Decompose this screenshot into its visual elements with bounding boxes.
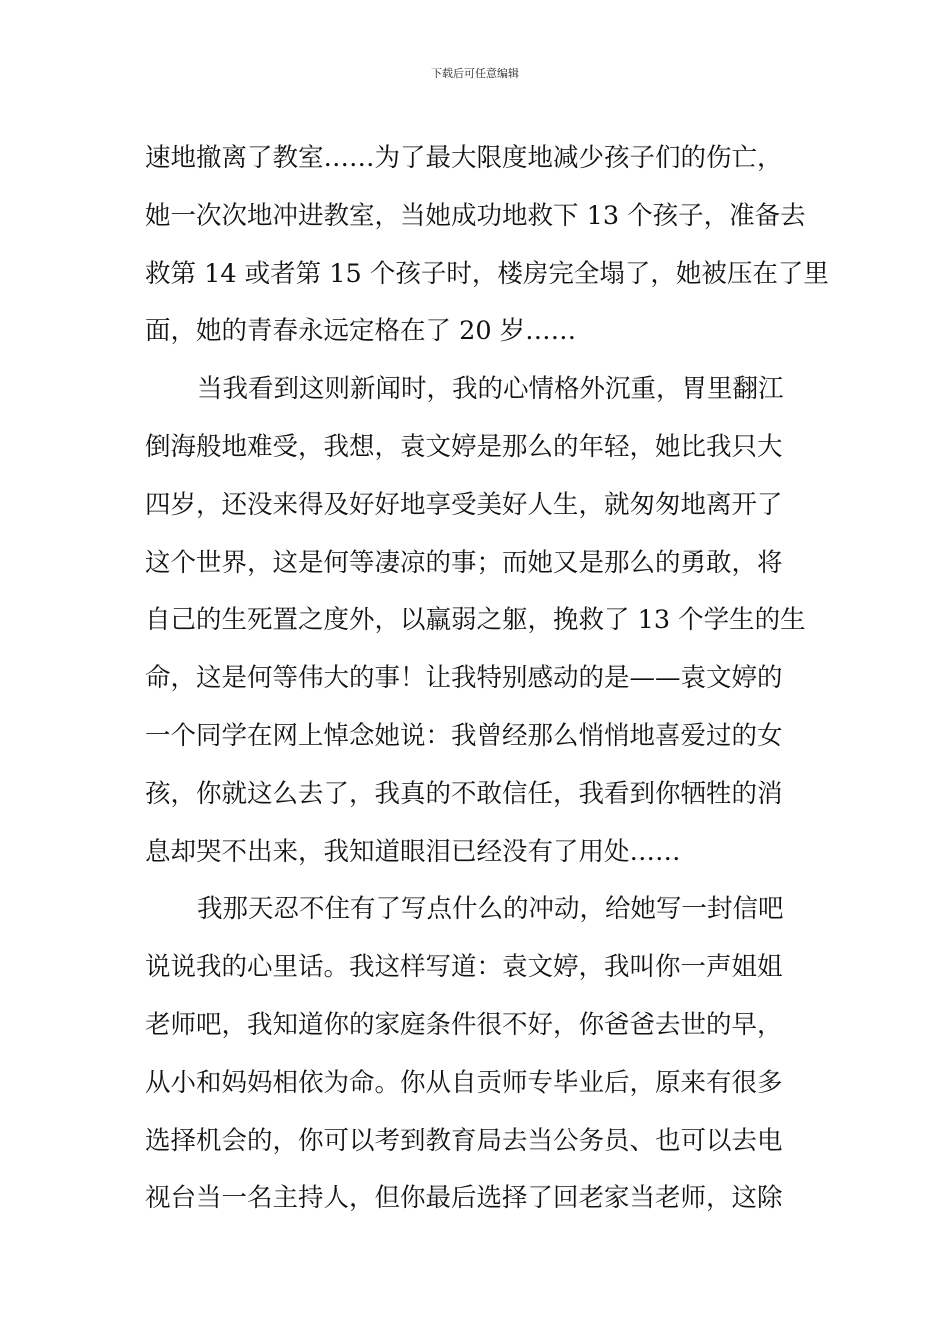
text-line: 孩，你就这么去了，我真的不敢信任，我看到你牺牲的消 <box>145 778 783 809</box>
text-line: 说说我的心里话。我这样写道：袁文婷，我叫你一声姐姐 <box>145 952 783 983</box>
text-line: 倒海般地难受，我想，袁文婷是那么的年轻，她比我只大 <box>145 431 783 462</box>
text-line: 当我看到这则新闻时，我的心情格外沉重，胃里翻江 <box>197 374 784 405</box>
text-line: 选择机会的，你可以考到教育局去当公务员、也可以去电 <box>145 1125 783 1156</box>
text-line: 面，她的青春永远定格在了 20 岁…… <box>145 316 577 347</box>
body-text <box>145 130 829 1228</box>
text-line: 从小和妈妈相依为命。你从自贡师专毕业后，原来有很多 <box>145 1067 783 1098</box>
text-line: 这个世界，这是何等凄凉的事；而她又是那么的勇敢，将 <box>145 547 783 578</box>
text-line: 命，这是何等伟大的事！让我特别感动的是——袁文婷的 <box>145 663 783 694</box>
text-line: 息却哭不出来，我知道眼泪已经没有了用处…… <box>145 836 681 867</box>
text-line: 救第 14 或者第 15 个孩子时，楼房完全塌了，她被压在了里 <box>145 258 829 289</box>
text-line: 她一次次地冲进教室，当她成功地救下 13 个孩子，准备去 <box>145 200 806 231</box>
text-line: 四岁，还没来得及好好地享受美好人生，就匆匆地离开了 <box>145 489 783 520</box>
text-line: 我那天忍不住有了写点什么的冲动，给她写一封信吧 <box>197 894 784 925</box>
page-header: 下载后可任意编辑 <box>431 67 519 80</box>
text-line: 速地撤离了教室……为了最大限度地减少孩子们的伤亡， <box>145 143 783 173</box>
text-line: 自己的生死置之度外，以羸弱之躯，挽救了 13 个学生的生 <box>145 605 806 636</box>
text-line: 视台当一名主持人，但你最后选择了回老家当老师，这除 <box>145 1183 783 1214</box>
text-line: 一个同学在网上悼念她说：我曾经那么悄悄地喜爱过的女 <box>145 720 783 751</box>
text-line: 老师吧，我知道你的家庭条件很不好，你爸爸去世的早， <box>145 1009 783 1040</box>
